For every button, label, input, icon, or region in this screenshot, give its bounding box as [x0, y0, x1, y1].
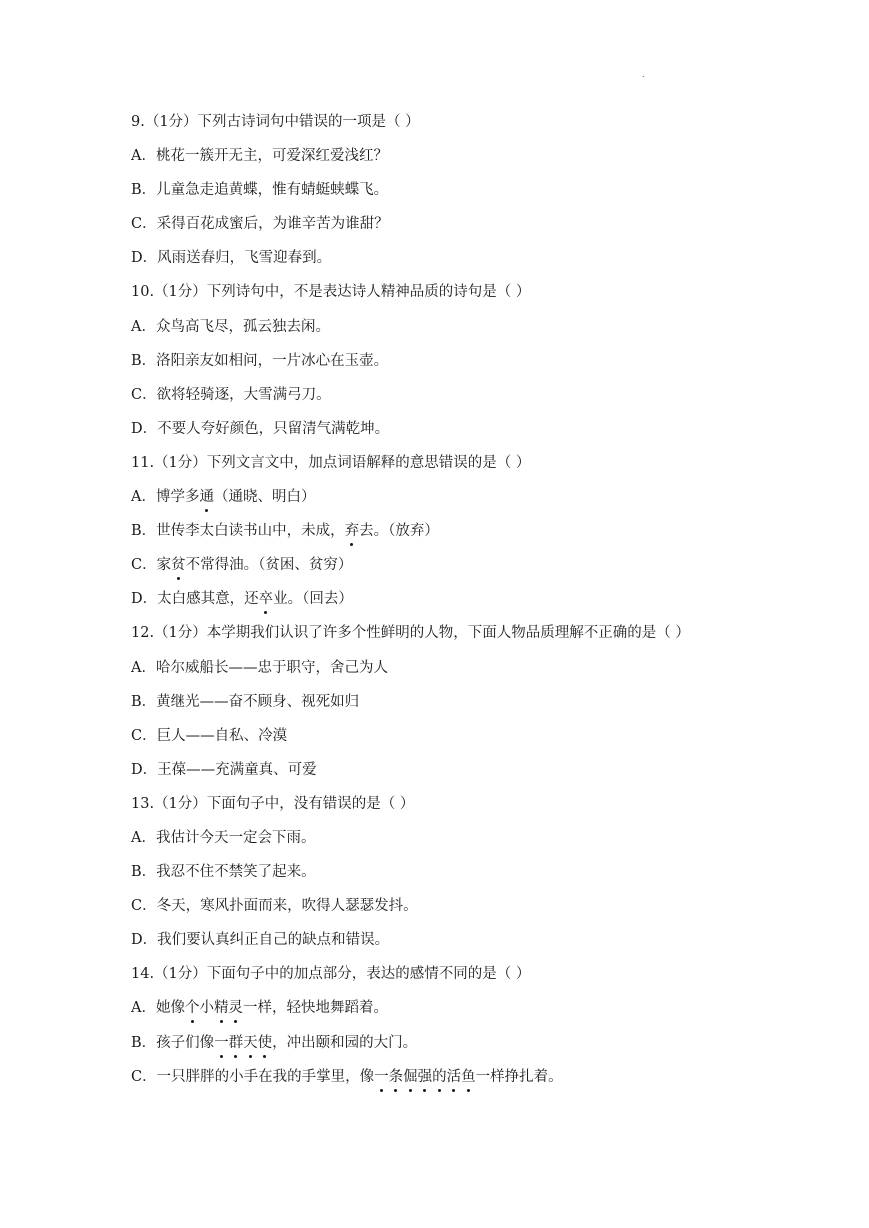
option-text: B．我忍不住不禁笑了起来。	[131, 864, 316, 881]
question-option	[131, 315, 751, 349]
question-option	[131, 826, 751, 860]
dotted-word: 通	[199, 485, 214, 509]
option-text: C．冬天，寒风扑面而来，吹得人瑟瑟发抖。	[131, 898, 418, 915]
corner-mark: .	[642, 70, 645, 79]
option-text: 不常得油。（贫困、贫穷）	[185, 557, 353, 574]
option-text: D．王葆——充满童真、可爱	[131, 761, 317, 778]
question-option	[131, 928, 751, 962]
dotted-word: 使	[258, 1031, 273, 1055]
option-text: D．不要人夸好颜色，只留清气满乾坤。	[131, 420, 390, 437]
dotted-word: 一	[374, 1065, 389, 1089]
option-text: （通晓、明白）	[213, 489, 316, 506]
option-text: A．哈尔威船长——忠于职守，舍己为人	[131, 659, 388, 676]
dotted-word: 精	[214, 996, 229, 1020]
option-text: B．孩子们像	[131, 1034, 215, 1051]
question-option	[131, 212, 751, 246]
option-text: C．一只胖胖的小手在我的手掌里，像	[131, 1068, 375, 1085]
dotted-word: 条	[389, 1065, 404, 1089]
option-text: D．风雨送春归，飞雪迎春到。	[131, 250, 332, 267]
option-text: B．黄继光——奋不顾身、视死如归	[131, 693, 360, 710]
question-option	[131, 383, 751, 417]
question-stem: 9.（1分）下列古诗词句中错误的一项是（ ）	[131, 114, 420, 130]
dotted-word: 天	[243, 1031, 258, 1055]
question-option	[131, 860, 751, 894]
question-option	[131, 894, 751, 928]
question-option	[131, 1031, 751, 1065]
option-text: C．欲将轻骑逐，大雪满弓刀。	[131, 386, 331, 403]
dotted-word: 群	[229, 1031, 244, 1055]
option-text: 去。（放弃）	[359, 523, 439, 540]
question-option	[131, 996, 751, 1030]
dotted-word: 强	[418, 1065, 433, 1089]
option-text: 一样，轻快地舞蹈着。	[242, 1000, 388, 1017]
option-text: 小	[199, 1000, 214, 1017]
dotted-word: 倔	[403, 1065, 418, 1089]
dotted-word: 贫	[171, 553, 186, 577]
dotted-word: 卒	[259, 587, 274, 611]
option-text: ，冲出颐和园的大门。	[272, 1034, 418, 1051]
question-1	[131, 110, 751, 280]
option-text: C．家	[131, 557, 172, 574]
option-text: C．采得百花成蜜后，为谁辛苦为谁甜？	[131, 216, 389, 233]
question-list	[131, 110, 751, 1099]
dotted-word: 个	[185, 996, 200, 1020]
option-text: D．太白感其意，还	[131, 591, 259, 608]
question-option	[131, 587, 751, 621]
question-stem: 14.（1分）下面句子中的加点部分，表达的感情不同的是（ ）	[131, 966, 531, 983]
question-4	[131, 621, 751, 791]
question-option	[131, 1065, 751, 1099]
option-text: B．洛阳亲友如相问，一片冰心在玉壶。	[131, 352, 389, 369]
question-option	[131, 656, 751, 690]
option-text: 业。（回去）	[273, 591, 353, 608]
question-option	[131, 519, 751, 553]
question-5	[131, 792, 751, 962]
option-text: A．博学多	[131, 489, 200, 506]
question-option	[131, 144, 751, 178]
question-option	[131, 690, 751, 724]
question-option	[131, 417, 751, 451]
dotted-word: 的	[432, 1065, 447, 1089]
question-option	[131, 724, 751, 758]
question-stem: 12.（1分）本学期我们认识了许多个性鲜明的人物，下面人物品质理解不正确的是（ ）	[131, 625, 690, 642]
option-text: B．儿童急走追黄蝶，惟有蜻蜓蛱蝶飞。	[131, 182, 389, 199]
option-text: C．巨人——自私、冷漠	[131, 727, 288, 744]
option-text: 一样挣扎着。	[475, 1068, 563, 1085]
question-option	[131, 485, 751, 519]
question-option	[131, 349, 751, 383]
dotted-word: 灵	[228, 996, 243, 1020]
option-text: B．世传李太白读书山中，未成，	[131, 523, 345, 540]
option-text: D．我们要认真纠正自己的缺点和错误。	[131, 932, 390, 949]
option-text: A．我估计今天一定会下雨。	[131, 829, 316, 846]
dotted-word: 鱼	[461, 1065, 476, 1089]
dotted-word: 弃	[345, 519, 360, 543]
question-option	[131, 553, 751, 587]
dotted-word: 一	[214, 1031, 229, 1055]
question-6	[131, 962, 751, 1098]
question-2	[131, 280, 751, 450]
question-option	[131, 758, 751, 792]
option-text: A．众鸟高飞尽，孤云独去闲。	[131, 318, 330, 335]
question-option	[131, 178, 751, 212]
dotted-word: 活	[447, 1065, 462, 1089]
question-3	[131, 451, 751, 621]
question-stem: 11.（1分）下列文言文中，加点词语解释的意思错误的是（ ）	[131, 454, 531, 471]
question-stem: 10.（1分）下列诗句中，不是表达诗人精神品质的诗句是（ ）	[131, 284, 531, 301]
option-text: A．她像	[131, 1000, 185, 1017]
question-stem: 13.（1分）下面句子中，没有错误的是（ ）	[131, 795, 415, 812]
question-option	[131, 246, 751, 280]
option-text: A．桃花一簇开无主，可爱深红爱浅红？	[131, 148, 388, 165]
